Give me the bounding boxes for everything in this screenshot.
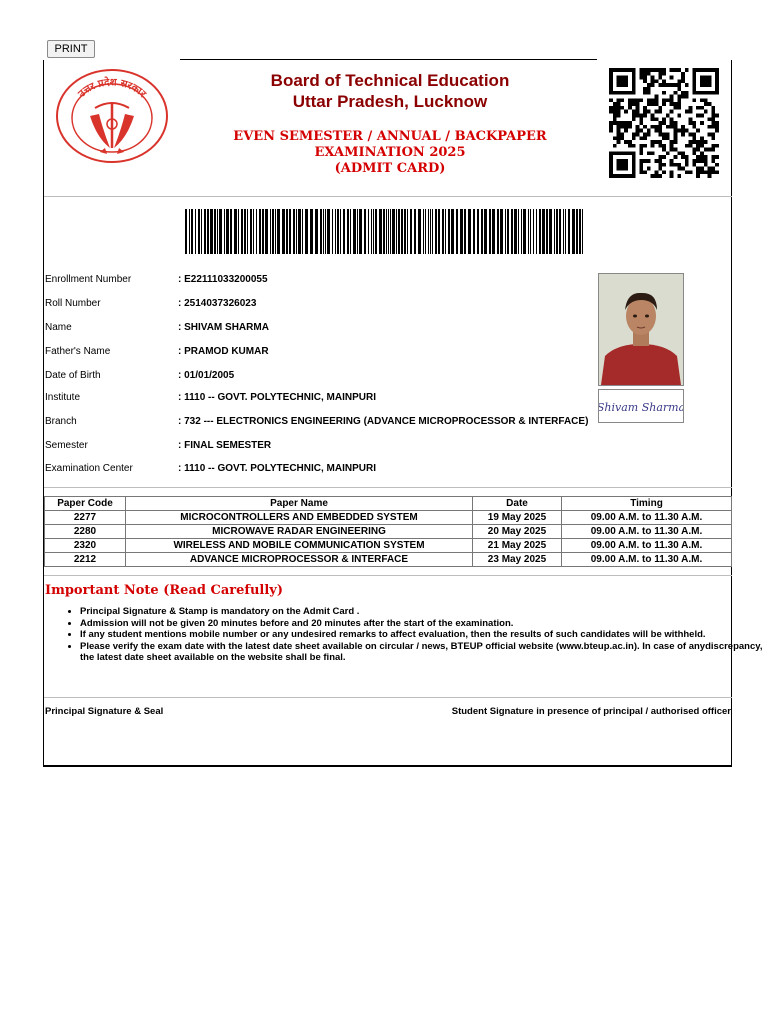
paper-code: 2320 xyxy=(45,539,126,553)
signature-text: Shivam Sharma xyxy=(599,401,683,414)
paper-code: 2277 xyxy=(45,511,126,525)
student-signature-label: Student Signature in presence of principal / authorised officer xyxy=(451,706,731,717)
paper-timing: 09.00 A.M. to 11.30 A.M. xyxy=(562,511,732,525)
semester-value: : FINAL SEMESTER xyxy=(178,440,272,451)
name-label: Name xyxy=(45,322,72,333)
roll-label: Roll Number xyxy=(45,298,101,309)
note-item: • Principal Signature & Stamp is mandatory on the Admit Card . xyxy=(80,606,765,618)
principal-signature-label: Principal Signature & Seal xyxy=(45,706,164,717)
qr-code xyxy=(606,68,722,178)
important-notes-list xyxy=(45,606,765,664)
note-item: • Admission will not be given 20 minutes before and 20 minutes after the start of the examination. xyxy=(80,618,765,630)
board-name xyxy=(200,70,580,112)
paper-timing: 09.00 A.M. to 11.30 A.M. xyxy=(562,539,732,553)
table-divider xyxy=(44,575,732,576)
info-divider xyxy=(44,487,732,488)
papers-table xyxy=(44,496,732,567)
paper-date: 20 May 2025 xyxy=(473,525,562,539)
exam-title-line1: EVEN SEMESTER / ANNUAL / BACKPAPER xyxy=(233,129,547,144)
important-note-title: Important Note (Read Carefully) xyxy=(45,583,283,598)
paper-date: 21 May 2025 xyxy=(473,539,562,553)
institute-label: Institute xyxy=(45,392,81,403)
table-row xyxy=(45,525,732,539)
paper-name: MICROWAVE RADAR ENGINEERING xyxy=(126,525,473,539)
header-timing: Timing xyxy=(562,497,732,511)
center-label: Examination Center xyxy=(45,463,133,474)
svg-text:उत्तर प्रदेश सरकार xyxy=(76,75,149,100)
barcode xyxy=(185,209,588,254)
paper-name: MICROCONTROLLERS AND EMBEDDED SYSTEM xyxy=(126,511,473,525)
emblem-text: उत्तर प्रदेश सरकार xyxy=(76,77,148,100)
paper-code: 2212 xyxy=(45,553,126,567)
paper-code: 2280 xyxy=(45,525,126,539)
branch-label: Branch xyxy=(45,416,77,427)
paper-timing: 09.00 A.M. to 11.30 A.M. xyxy=(562,525,732,539)
dob-label: Date of Birth xyxy=(45,370,101,381)
enrollment-label: Enrollment Number xyxy=(45,274,132,285)
header-divider xyxy=(44,196,732,197)
header-paper-name: Paper Name xyxy=(126,497,473,511)
institute-value: : 1110 -- GOVT. POLYTECHNIC, MAINPURI xyxy=(178,392,377,403)
exam-title-line2: EXAMINATION 2025 xyxy=(314,145,466,160)
board-name-line1: Board of Technical Education xyxy=(270,71,510,90)
exam-title xyxy=(200,129,580,177)
header-date: Date xyxy=(473,497,562,511)
paper-date: 19 May 2025 xyxy=(473,511,562,525)
enrollment-value: : E22111033200055 xyxy=(178,274,268,285)
paper-name: WIRELESS AND MOBILE COMMUNICATION SYSTEM xyxy=(126,539,473,553)
branch-value: : 732 --- ELECTRONICS ENGINEERING (ADVANCE MICROPROCESSOR & INTERFACE) xyxy=(178,416,589,427)
note-item: • Please verify the exam date with the latest date sheet available on circular / news, BTEUP official website (www.bteup.ac.in). In case of anydiscrepancy, the latest date sheet available on the website shall be final. xyxy=(80,641,765,664)
up-government-emblem xyxy=(55,68,169,164)
father-label: Father's Name xyxy=(45,346,111,357)
exam-title-line3: (ADMIT CARD) xyxy=(334,161,446,176)
name-value: : SHIVAM SHARMA xyxy=(178,322,269,333)
header-paper-code: Paper Code xyxy=(45,497,126,511)
dob-value: : 01/01/2005 xyxy=(178,370,235,381)
semester-label: Semester xyxy=(45,440,88,451)
print-button[interactable]: PRINT xyxy=(47,40,95,58)
paper-name: ADVANCE MICROPROCESSOR & INTERFACE xyxy=(126,553,473,567)
student-signature xyxy=(598,389,684,423)
paper-timing: 09.00 A.M. to 11.30 A.M. xyxy=(562,553,732,567)
board-name-line2: Uttar Pradesh, Lucknow xyxy=(292,92,488,111)
center-value: : 1110 -- GOVT. POLYTECHNIC, MAINPURI xyxy=(178,463,377,474)
student-photo xyxy=(598,273,684,386)
table-header-row xyxy=(45,497,732,511)
table-row xyxy=(45,553,732,567)
notes-divider xyxy=(44,697,732,698)
note-item: • If any student mentions mobile number or any undesired remarks to affect evaluation, then the results of such candidates will be withheld. xyxy=(80,629,765,641)
paper-date: 23 May 2025 xyxy=(473,553,562,567)
table-row xyxy=(45,511,732,525)
roll-value: : 2514037326023 xyxy=(178,298,257,309)
father-value: : PRAMOD KUMAR xyxy=(178,346,269,357)
table-row xyxy=(45,539,732,553)
